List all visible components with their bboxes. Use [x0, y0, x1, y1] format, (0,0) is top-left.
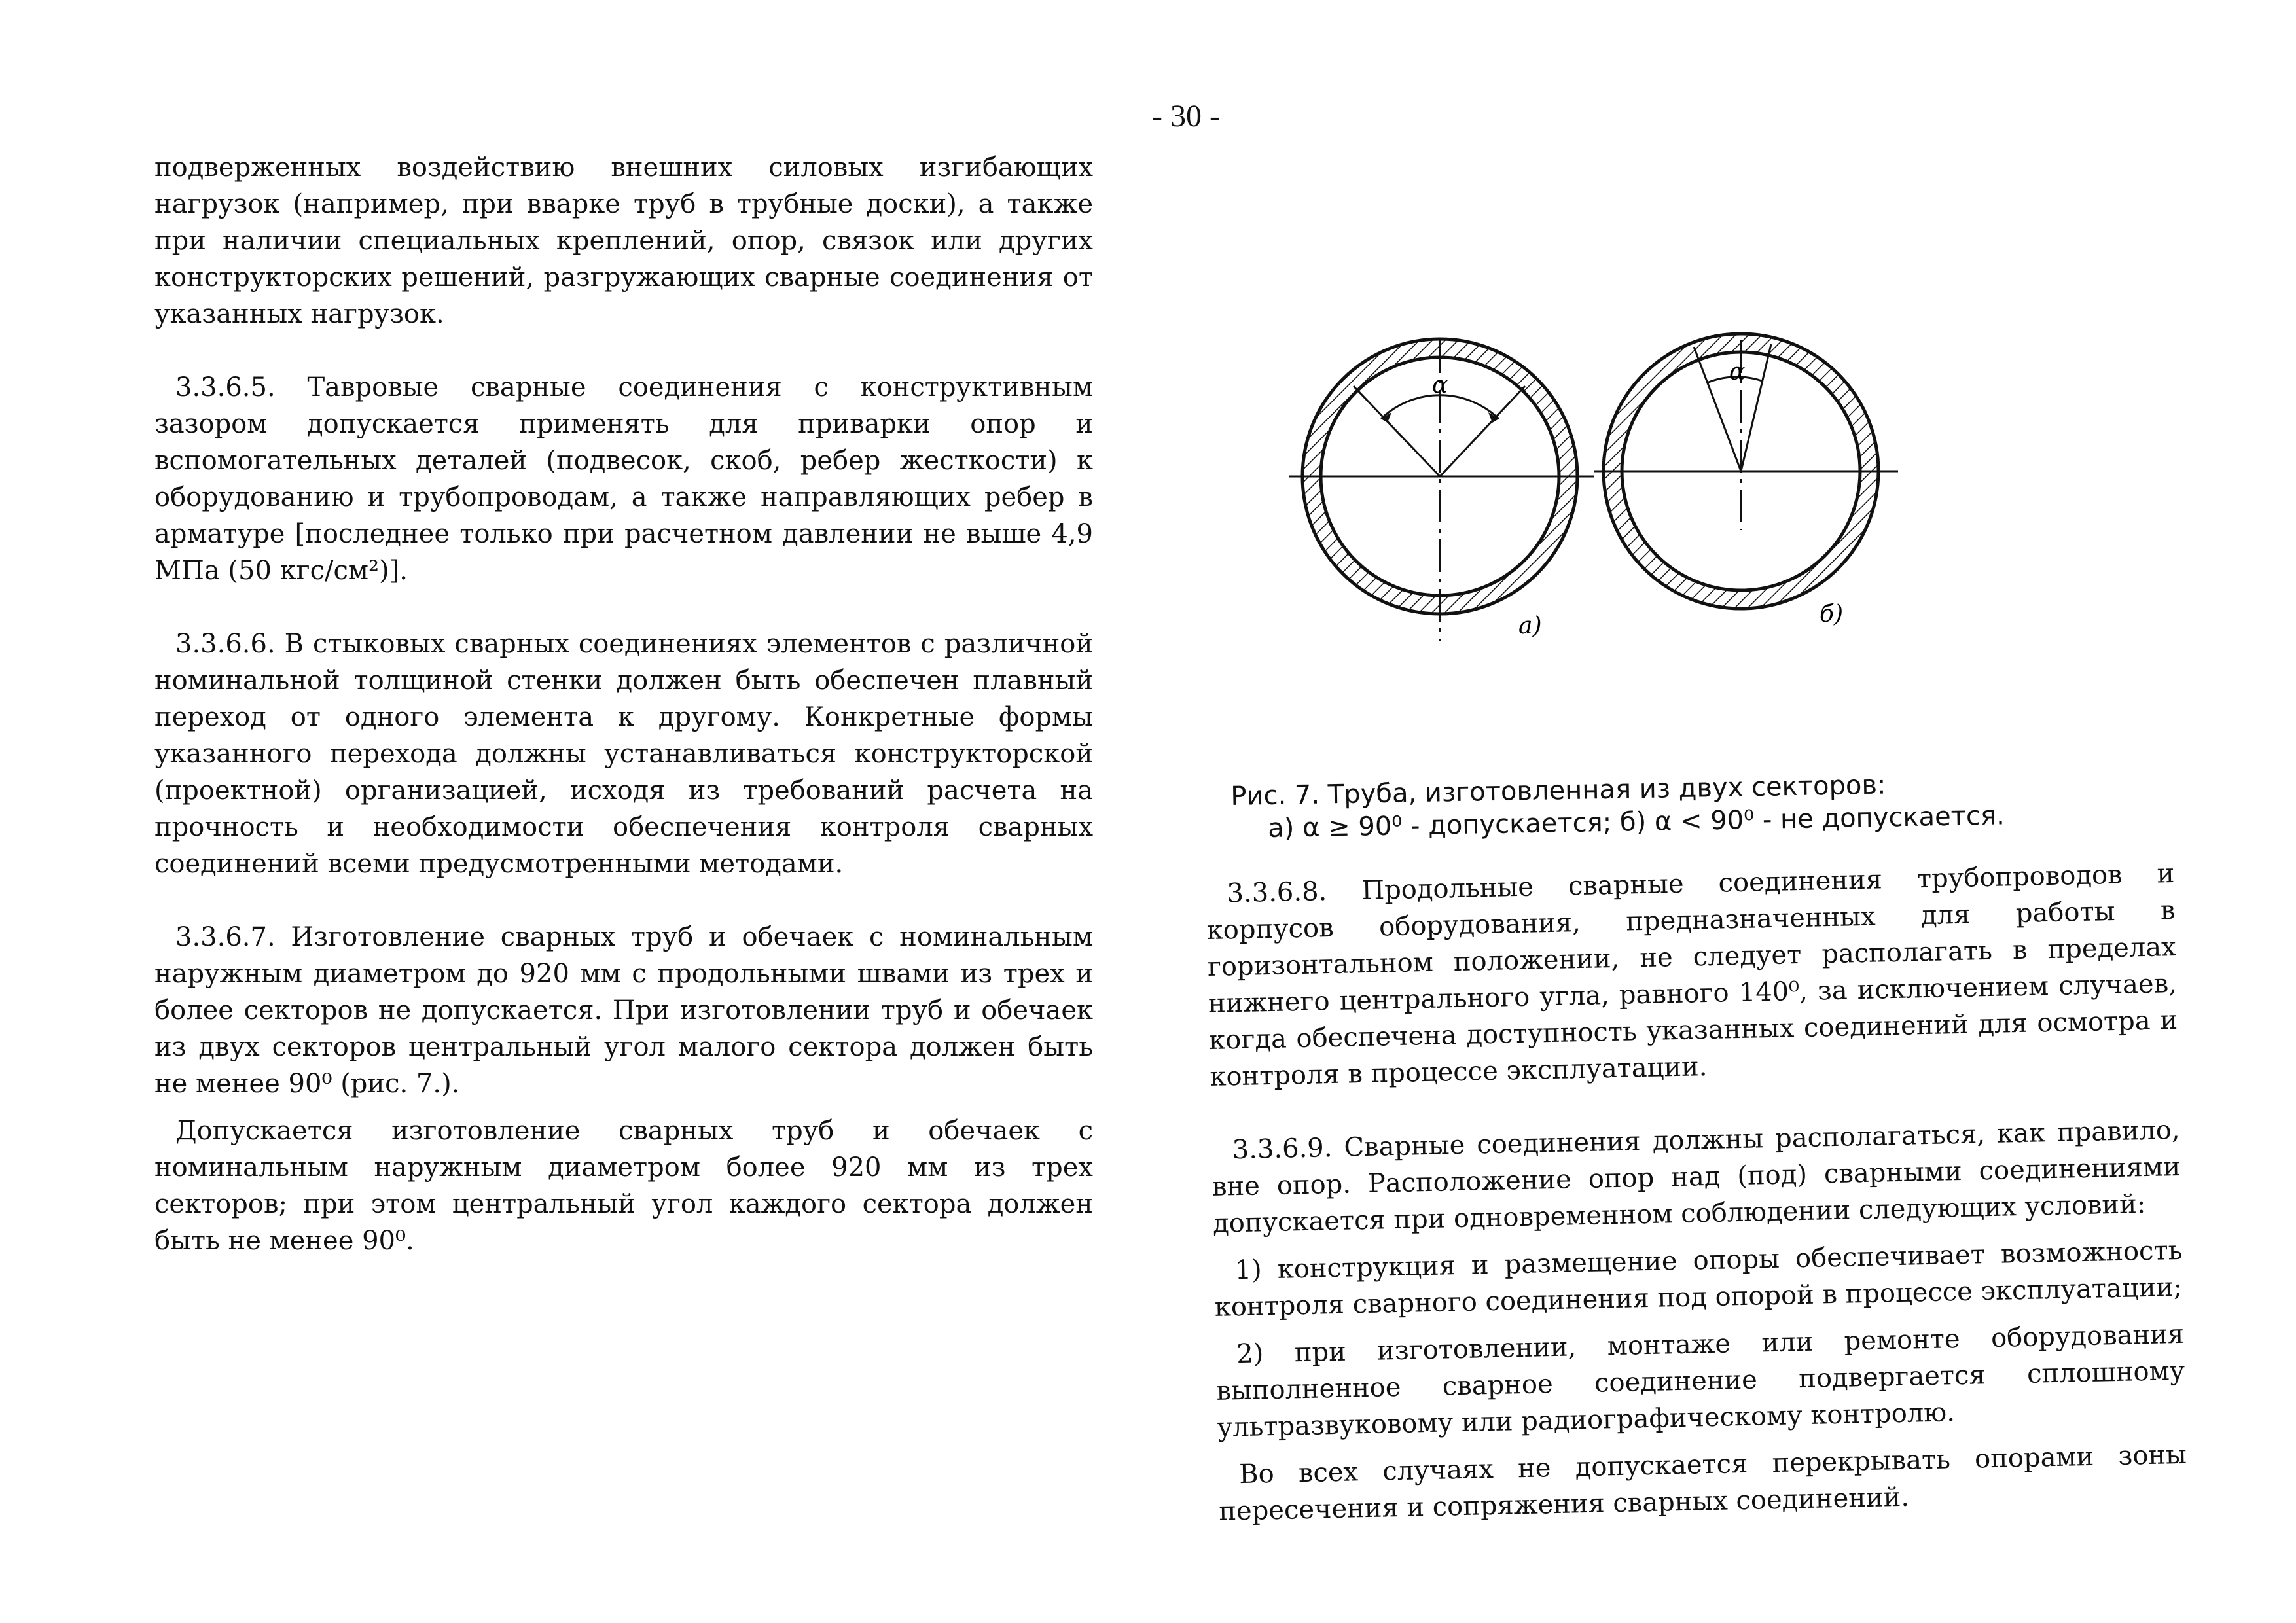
pipe-b	[1594, 329, 1898, 628]
pipe-a	[1289, 334, 1594, 641]
paragraph-3-3-6-6: 3.3.6.6. В стыковых сварных соединениях элементов с различной номинальной толщиной стенки должен быть обеспечен плавный переход от одного элемента к другому. Конкретные формы указанного перехода должны устанавливаться конструкторской (проектной) организацией, исходя из требований расчета на прочность и необходимости обеспечения контроля сварных соединений всеми предусмотренными методами.	[154, 629, 1093, 879]
paragraph-three-sectors: Допускается изготовление сварных труб и обечаек с номинальным наружным диаметром более 920 мм из трех секторов; при этом центральный угол каждого сектора должен быть не менее 90⁰.	[154, 1116, 1093, 1256]
right-column	[1206, 855, 2188, 1530]
figure-label-a: а)	[1518, 613, 1542, 639]
figure-7	[1270, 321, 1937, 661]
left-column	[154, 149, 1093, 1259]
caption-line-2: а) α ≥ 90⁰ - допускается; б) α < 90⁰ - не допускается.	[1267, 800, 2005, 844]
condition-1: 1) конструкция и размещение опоры обеспечивает возможность контроля сварного соединения под опорой в процессе эксплуатации;	[1214, 1235, 2183, 1323]
pipe-sections-diagram	[1270, 321, 1937, 661]
condition-2: 2) при изготовлении, монтаже или ремонте оборудования выполненное сварное соединение подвергается сплошному ультразвуковому или радиографическому контролю.	[1216, 1319, 2185, 1443]
paragraph-3-3-6-5: 3.3.6.5. Тавровые сварные соединения с конструктивным зазором допускается применять для приварки опор и вспомогательных деталей (подвесок, скоб, ребер жесткости) к оборудованию и трубопроводам, а также направляющих ребер в арматуре [последнее только при расчетном давлении не выше 4,9 МПа (50 кгс/см²)].	[154, 372, 1093, 586]
figure-caption	[1230, 764, 2148, 846]
paragraph-3-3-6-8: 3.3.6.8. Продольные сварные соединения трубопроводов и корпусов оборудования, предназначенных для работы в горизонтальном положении, не следует располагать в пределах нижнего центрального угла, равного 140⁰, за исключением случаев, когда обеспечена доступность указанных соединений для осмотра и контроля в процессе эксплуатации.	[1206, 859, 2178, 1092]
paragraph-3-3-6-9: 3.3.6.9. Сварные соединения должны располагаться, как правило, вне опор. Расположение опор над (под) сварными соединениями допускается при одновременном соблюдении следующих условий:	[1211, 1115, 2181, 1239]
alpha-label-b: α	[1729, 359, 1746, 385]
paragraph-3-3-6-7: 3.3.6.7. Изготовление сварных труб и обечаек с номинальным наружным диаметром до 920 мм с продольными швами из трех и более секторов не допускается. При изготовлении труб и обечаек из двух секторов центральный угол малого сектора должен быть не менее 90⁰ (рис. 7.).	[154, 922, 1093, 1099]
figure-label-b: б)	[1820, 601, 1844, 628]
caption-line-1: Рис. 7. Труба, изготовленная из двух секторов:	[1230, 770, 1886, 812]
alpha-label-a: α	[1432, 372, 1448, 399]
paragraph-all-cases: Во всех случаях не допускается перекрывать опорами зоны пересечения и сопряжения сварных соединений.	[1218, 1439, 2187, 1527]
paragraph-continuation: подверженных воздействию внешних силовых изгибающих нагрузок (например, при вварке труб в трубные доски), а также при наличии специальных креплений, опор, связок или других конструкторских решений, разгружающих сварные соединения от указанных нагрузок.	[154, 152, 1093, 329]
page-number: - 30 -	[1152, 99, 1220, 134]
